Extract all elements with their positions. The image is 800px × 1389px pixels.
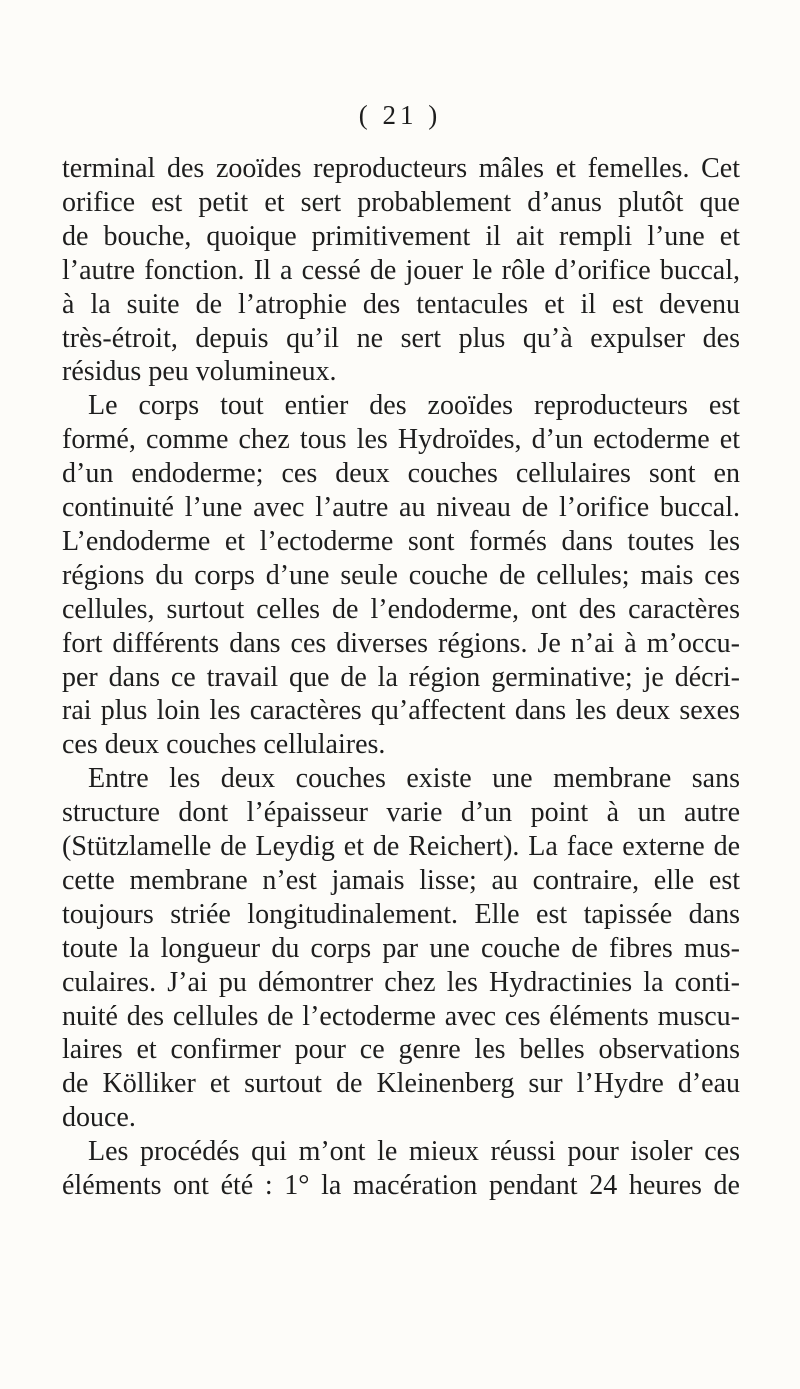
text-line-content: rai plus loin les caractères qu’affectent dans les deux sexes (62, 695, 740, 727)
page-number: ( 21 ) (358, 100, 442, 130)
text-line-content: éléments ont été : 1° la macération pendant 24 heures de (62, 1170, 740, 1201)
text-line-content: nuité des cellules de l’ectoderme avec ces éléments muscu- (62, 1000, 740, 1032)
text-line-content: de Kölliker et surtout de Kleinenberg sur l’Hydre d’eau (62, 1068, 740, 1100)
text-line-content: formé, comme chez tous les Hydroïdes, d’un ectoderme et (62, 424, 740, 456)
text-line-content: à la suite de l’atrophie des tentacules et il est devenu (62, 288, 740, 320)
text-line-content: Les procédés qui m’ont le mieux réussi pour isoler ces (88, 1136, 740, 1168)
text-line-content: Entre les deux couches existe une membrane sans (88, 763, 740, 795)
text-line-content: L’endoderme et l’ectoderme sont formés dans toutes les (62, 525, 740, 557)
text-line-content: de bouche, quoique primitivement il ait rempli l’une et (62, 220, 740, 252)
text-line-content: terminal des zooïdes reproducteurs mâles et femelles. Cet (62, 153, 740, 184)
text-line-content: laires et confirmer pour ce genre les belles observations (62, 1034, 740, 1066)
text-line-content: culaires. J’ai pu démontrer chez les Hydractinies la conti- (62, 966, 740, 998)
text-line-content: per dans ce travail que de la région germinative; je décri- (62, 661, 740, 693)
text-line-content: Le corps tout entier des zooïdes reproducteurs est (88, 390, 740, 422)
text-line-content: douce. (62, 1102, 136, 1134)
text-line-content: régions du corps d’une seule couche de cellules; mais ces (62, 559, 740, 591)
text-line-content: très-étroit, depuis qu’il ne sert plus qu’à expulser des (62, 322, 740, 354)
text-line-content: d’un endoderme; ces deux couches cellulaires sont en (62, 458, 740, 490)
text-line-content: structure dont l’épaisseur varie d’un point à un autre (62, 797, 740, 829)
text-line-content: résidus peu volumineux. (62, 356, 337, 388)
text-line-content: toute la longueur du corps par une couche de fibres mus- (62, 932, 740, 964)
text-line-content: orifice est petit et sert probablement d’anus plutôt que (62, 186, 740, 218)
text-line-content: (Stützlamelle de Leydig et de Reichert). La face externe de (62, 831, 740, 862)
text-line-content: l’autre fonction. Il a cessé de jouer le rôle d’orifice buccal, (62, 254, 740, 286)
text-line-content: toujours striée longitudinalement. Elle est tapissée dans (62, 898, 740, 930)
text-line-content: continuité l’une avec l’autre au niveau de l’orifice buccal. (62, 492, 740, 523)
text-line-content: fort différents dans ces diverses régions. Je n’ai à m’occu- (62, 627, 740, 659)
text-line-content: ces deux couches cellulaires. (62, 729, 386, 761)
text-line-content: cellules, surtout celles de l’endoderme, ont des caractères (62, 593, 740, 625)
text-line-content: cette membrane n’est jamais lisse; au contraire, elle est (62, 864, 740, 896)
